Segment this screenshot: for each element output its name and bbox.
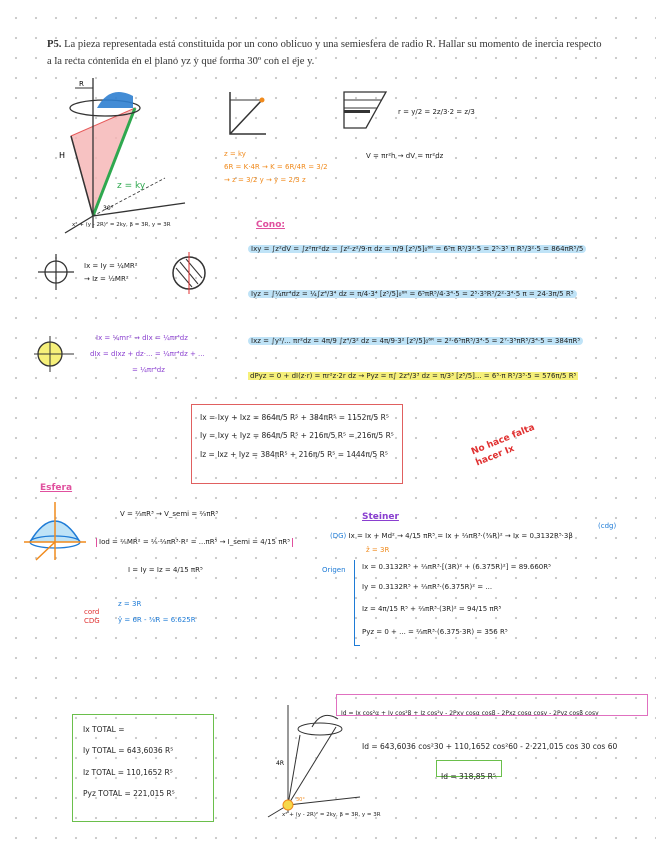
- cone-ixz-text: Ixz = ∫y²/... πr²dz = 4π/9 ∫z⁴/3² dz = 4π/9·3² [z⁵/5]₀⁶ᴿ = 2²·6⁵πR⁵/3⁴·5 = 2⁷·3⁵πR⁵/3⁴·5 = 384πR⁵: [248, 337, 583, 345]
- label-r: R: [79, 80, 84, 88]
- sphere-i-line: I = Iy = Iz = 4/15 πR⁵: [128, 566, 203, 574]
- disk-note-1: Ix = Iy = ¼MR²: [84, 262, 138, 270]
- cone-pyz-text: dPyz = 0 + dI(z·r) = πr²z·2r dz → Pyz = π∫ 2z⁴/3³ dz = π/3³ [z⁵/5]... = 6⁵·π R⁵/3³·5 = 576π/5 R⁵: [250, 372, 577, 380]
- final-formula-box: [336, 694, 648, 716]
- main-cone-figure: [55, 78, 190, 238]
- label-h: H: [59, 151, 66, 160]
- result-iz: Iz TOTAL = 110,1652 R⁵: [83, 767, 173, 777]
- hemisphere-figure: [22, 498, 88, 564]
- steiner-cdg-tag: (cdg): [598, 522, 617, 530]
- label-angle: 30°: [103, 205, 114, 212]
- bottom-label-angle: 30°: [296, 797, 305, 803]
- problem-number: P5.: [47, 39, 62, 50]
- slice-strip: [344, 110, 370, 113]
- pink-note-1: Ix = ¼mr² → dIx = ¼πr⁴dz: [96, 334, 188, 342]
- cdg-y: ŷ = 6R - ⅜R = 6.625R: [118, 616, 196, 624]
- bottom-cone-base: [298, 723, 342, 735]
- sphere-iod: [96, 538, 328, 547]
- steiner-ix: Ix = 0.3132R⁵ + ⅔πR³·[(3R)² + (6.375R)²] = 89.660R⁵: [362, 563, 551, 571]
- totals-box: [191, 404, 403, 484]
- steiner-eq-text: Ix = Īx + Md² → 4/15 πR⁵ = Īx + ⅔πR³·(⅜R)² → Īx = 0.3132R⁵·3β: [348, 532, 573, 540]
- disk-note-2: → Iz = ½MR²: [84, 275, 129, 283]
- problem-statement: [47, 36, 607, 70]
- bottom-hemisphere: [312, 715, 338, 727]
- steiner-iz: Iz = 4π/15 R⁵ + ⅔πR³·(3R)² = 94/15 πR⁵: [362, 605, 502, 613]
- steiner-eq: [330, 532, 648, 541]
- disk-figure: [36, 252, 76, 292]
- cone-note-z: z = ky: [224, 150, 246, 158]
- problem-text: La pieza representada está constituida por un cono oblicuo y una semiesfera de radio R. Hallar su momento de inercia respecto a la recta contenida en el plano yz y que forma 30º con el eje y.: [47, 39, 602, 67]
- cone-ixy-text: Ixy = ∫z²dV = ∫z²πr²dz = ∫z²·z²/9·π dz = π/9 [z⁵/5]₀⁶ᴿ = 6⁵π R⁵/3²·5 = 2⁵·3⁵ π R⁵/3²·5 = 864πR⁵/5: [248, 245, 586, 253]
- steiner-dg-tag: (DG): [330, 532, 347, 540]
- cone-heading: Cono:: [256, 220, 285, 230]
- profile-line: [230, 100, 262, 134]
- cone-iyz: [248, 290, 643, 299]
- pink-note-2: dIx = dIxz + dz·... = ¼πr⁴dz + ...: [90, 350, 205, 358]
- cone-ixy: [248, 245, 643, 254]
- final-numeric: Id = 643,6036 cos²30 + 110,1652 cos²60 - 2·221,015 cos 30 cos 60: [362, 742, 618, 751]
- red-margin-note: No hace falta hacer Ix: [470, 422, 537, 469]
- cone-profile-figure: [222, 88, 272, 138]
- bottom-label-h: 4R: [276, 760, 284, 767]
- result-pyz: Pyz TOTAL = 221,015 R⁵: [83, 789, 175, 799]
- totals-iz: Iz = Ixz + Iyz = 384πR⁵ + 216π/5 R⁵ = 1444π/5 R⁵: [200, 449, 388, 459]
- cone-note-y: → z = 3/2 y → y = 2/3 z: [224, 176, 306, 184]
- cone-ixz: [248, 337, 643, 346]
- bottom-caption: x² + (y - 2R)² = 2ky, β = 3R, y = 3R: [282, 812, 381, 818]
- steiner-iy: Iy = 0.3132R⁵ + ⅔πR³·(6.375R)² = ...: [362, 583, 493, 591]
- results-box: [72, 714, 214, 822]
- totals-iy: Iy = Ixy + Iyz = 864π/5 R⁵ + 216π/5 R⁵ = 216π/5 R⁵: [200, 431, 394, 441]
- sphere-iod-text: Iod = ⅖MR² = ⅖·⅔πR³·R² = ...πR⁵ → I_semi = 4/15 πR⁵: [96, 538, 293, 547]
- result-ix: Ix TOTAL =: [83, 725, 125, 734]
- bottom-cone-figure: [262, 705, 362, 820]
- final-formula: Id = Ix cos²α + Iy cos²β + Iz cos²γ - 2Pxy cosα cosβ - 2Pxz cosα cosγ - 2Pyz cosβ cosγ: [341, 710, 599, 716]
- volume-formula: V = πr²h → dV = πr²dz: [366, 152, 444, 160]
- main-figure-caption: x² + (y - 2R)² = 2ky, β = 3R, y = 3R: [72, 222, 171, 228]
- r-formula: r = y/2 = 2z/3·2 = z/3: [398, 108, 475, 116]
- final-answer-box: [436, 760, 502, 781]
- hemisphere-x-axis: [36, 542, 55, 560]
- hatched-disk-figure: [166, 250, 212, 296]
- cone-pyz: [248, 372, 643, 381]
- cone-iyz-text: Iyz = ∫¼πr⁴dz = ¼∫z⁴/3⁴ dz = π/4·3⁴ [z⁵/5]₀⁶ᴿ = 6⁵πR⁵/4·3⁴·5 = 2⁵·3⁵R⁵/2²·3⁴·5 π = 24·3π/5 R⁵: [248, 290, 577, 298]
- pink-note-3: = ¼πr⁴dz: [132, 366, 165, 374]
- cdg-label: cord CDG: [84, 608, 100, 625]
- final-answer: Id = 318,85 R⁵: [441, 772, 496, 781]
- label-cone-line: z = ky: [117, 181, 146, 191]
- sphere-heading: Esfera: [40, 483, 73, 493]
- bottom-origin: [283, 800, 293, 810]
- steiner-pyz: Pyz = 0 + ... = ⅔πR³·(6.375·3R) = 356 R⁵: [362, 628, 508, 636]
- steiner-origin: Origen: [322, 566, 346, 574]
- cdg-z: z = 3R: [118, 600, 142, 608]
- cone-section: [71, 108, 135, 216]
- cone-note-k: 6R = K·4R → K = 6R/4R = 3/2: [224, 163, 328, 171]
- sphere-volume: V = ⅔πR³ → V_semi = ⅔πR³: [120, 510, 219, 518]
- yellow-disk-figure: [30, 330, 78, 378]
- steiner-z-bar: ẑ = 3R: [366, 546, 390, 554]
- slice-figure: [340, 84, 390, 134]
- bottom-cone-right: [288, 727, 336, 805]
- steiner-heading: Steiner: [362, 512, 399, 522]
- result-iy: Iy TOTAL = 643,6036 R⁵: [83, 746, 174, 756]
- steiner-bracket: [354, 560, 360, 646]
- profile-point: [260, 98, 265, 103]
- totals-ix: Ix = Ixy + Ixz = 864π/5 R⁵ + 384πR⁵ = 1152π/5 R⁵: [200, 413, 389, 422]
